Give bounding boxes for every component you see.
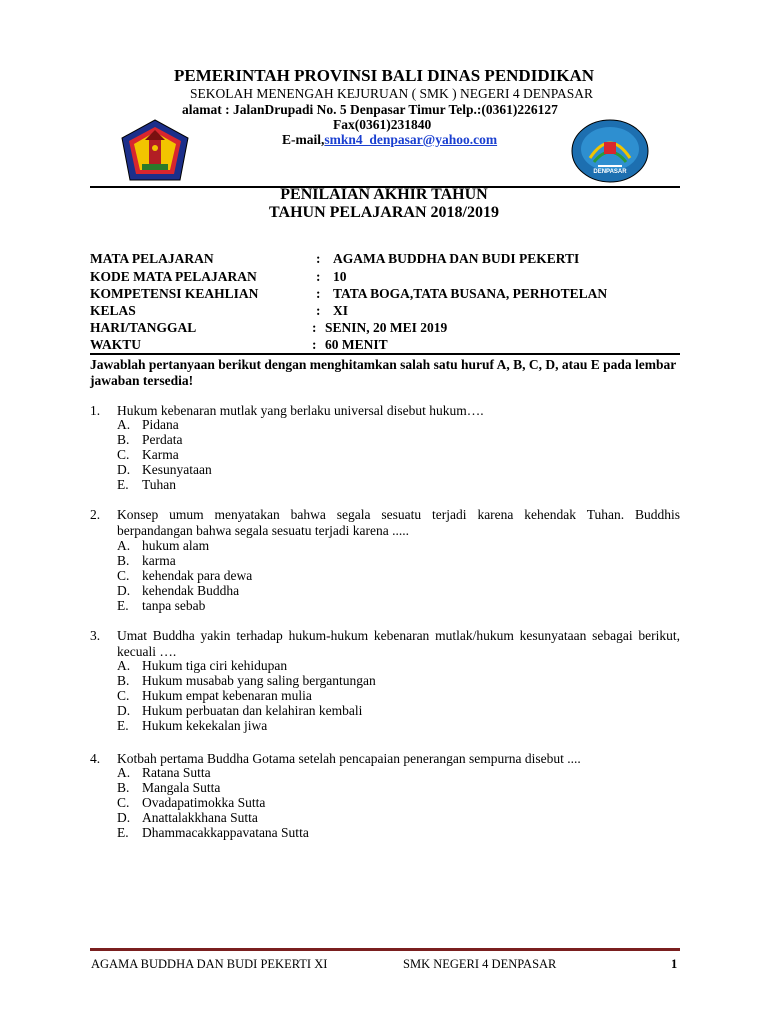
option: D. Anattalakkhana Sutta <box>117 810 258 825</box>
info-label: KELAS <box>90 303 136 318</box>
option: E. Hukum kekekalan jiwa <box>117 718 268 733</box>
option: B. Mangala Sutta <box>117 780 221 795</box>
info-row-subject <box>90 251 690 269</box>
option: D. Kesunyataan <box>117 462 212 477</box>
exam-title: PENILAIAN AKHIR TAHUN <box>280 186 488 203</box>
question-number: 1. <box>90 403 101 418</box>
info-label: WAKTU <box>90 337 142 352</box>
info-value: SENIN, 20 MEI 2019 <box>325 320 448 335</box>
info-colon: : <box>312 320 317 335</box>
instruction-text: Jawablah pertanyaan berikut dengan menghitamkan salah satu huruf A, B, C, D, atau E pada lembar jawaban tersedia! <box>90 357 676 388</box>
info-colon: : <box>312 337 317 352</box>
header-title: PEMERINTAH PROVINSI BALI DINAS PENDIDIKAN <box>173 66 594 85</box>
info-value: XI <box>333 303 349 318</box>
exam-year: TAHUN PELAJARAN 2018/2019 <box>269 204 499 221</box>
option: A. Pidana <box>117 417 179 432</box>
email-link[interactable]: smkn4_denpasar@yahoo.com <box>324 132 498 147</box>
info-label: HARI/TANGGAL <box>90 320 197 335</box>
option: E. tanpa sebab <box>117 598 206 613</box>
info-colon: : <box>316 251 321 266</box>
question-text: Konsep umum menyatakan bahwa segala sesuatu terjadi karena kehendak Tuhan. Buddhis berpandangan bahwa segala sesuatu terjadi karena ..... <box>117 507 680 538</box>
info-colon: : <box>316 286 321 301</box>
option: A. Hukum tiga ciri kehidupan <box>117 658 288 673</box>
question-number: 2. <box>90 507 101 522</box>
info-colon: : <box>316 269 321 284</box>
option: E. Tuhan <box>117 477 177 492</box>
footer-divider <box>90 948 680 951</box>
info-value: 60 MENIT <box>325 337 388 352</box>
option: B. Hukum musabab yang saling bergantungan <box>117 673 376 688</box>
option: A. Ratana Sutta <box>117 765 211 780</box>
school-name: SEKOLAH MENENGAH KEJURUAN ( SMK ) NEGERI 4 DENPASAR <box>190 86 594 101</box>
email-label: E-mail, <box>282 132 325 147</box>
question-text: Umat Buddha yakin terhadap hukum-hukum kebenaran mutlak/hukum kesunyataan sebagai berikut, kecuali …. <box>117 628 680 659</box>
question-text: Kotbah pertama Buddha Gotama setelah pencapaian penerangan sempurna disebut .... <box>117 751 581 766</box>
option: E. Dhammacakkappavatana Sutta <box>117 825 309 840</box>
question-number: 3. <box>90 628 101 643</box>
footer-subject: AGAMA BUDDHA DAN BUDI PEKERTI XI <box>91 957 328 971</box>
info-row-code <box>90 269 690 287</box>
info-value: 10 <box>333 269 347 284</box>
option: A. hukum alam <box>117 538 210 553</box>
info-label: MATA PELAJARAN <box>90 251 214 266</box>
emblem-caption: DENPASAR <box>593 169 627 175</box>
question-text: Hukum kebenaran mutlak yang berlaku universal disebut hukum…. <box>117 403 484 418</box>
option: B. Perdata <box>117 432 183 447</box>
info-row-class <box>90 303 690 321</box>
info-colon: : <box>316 303 321 318</box>
footer-school: SMK NEGERI 4 DENPASAR <box>403 957 557 971</box>
option: C. Hukum empat kebenaran mulia <box>117 688 312 703</box>
school-emblem-logo <box>570 118 650 184</box>
info-label: KODE MATA PELAJARAN <box>90 269 257 284</box>
school-email <box>282 132 497 148</box>
option: B. karma <box>117 553 176 568</box>
option: D. Hukum perbuatan dan kelahiran kembali <box>117 703 363 718</box>
info-divider <box>90 353 680 355</box>
info-label: KOMPETENSI KEAHLIAN <box>90 286 259 301</box>
info-value: AGAMA BUDDHA DAN BUDI PEKERTI <box>333 251 580 266</box>
question-number: 4. <box>90 751 101 766</box>
info-value: TATA BOGA,TATA BUSANA, PERHOTELAN <box>333 286 608 301</box>
option: D. kehendak Buddha <box>117 583 240 598</box>
info-row-competency <box>90 286 690 304</box>
bali-province-logo <box>118 118 192 184</box>
school-fax: Fax(0361)231840 <box>333 117 432 132</box>
option: C. kehendak para dewa <box>117 568 253 583</box>
info-row-date <box>90 320 690 338</box>
page-number: 1 <box>671 957 678 971</box>
school-address: alamat : JalanDrupadi No. 5 Denpasar Timur Telp.:(0361)226127 <box>182 102 558 117</box>
option: C. Karma <box>117 447 179 462</box>
option: C. Ovadapatimokka Sutta <box>117 795 266 810</box>
